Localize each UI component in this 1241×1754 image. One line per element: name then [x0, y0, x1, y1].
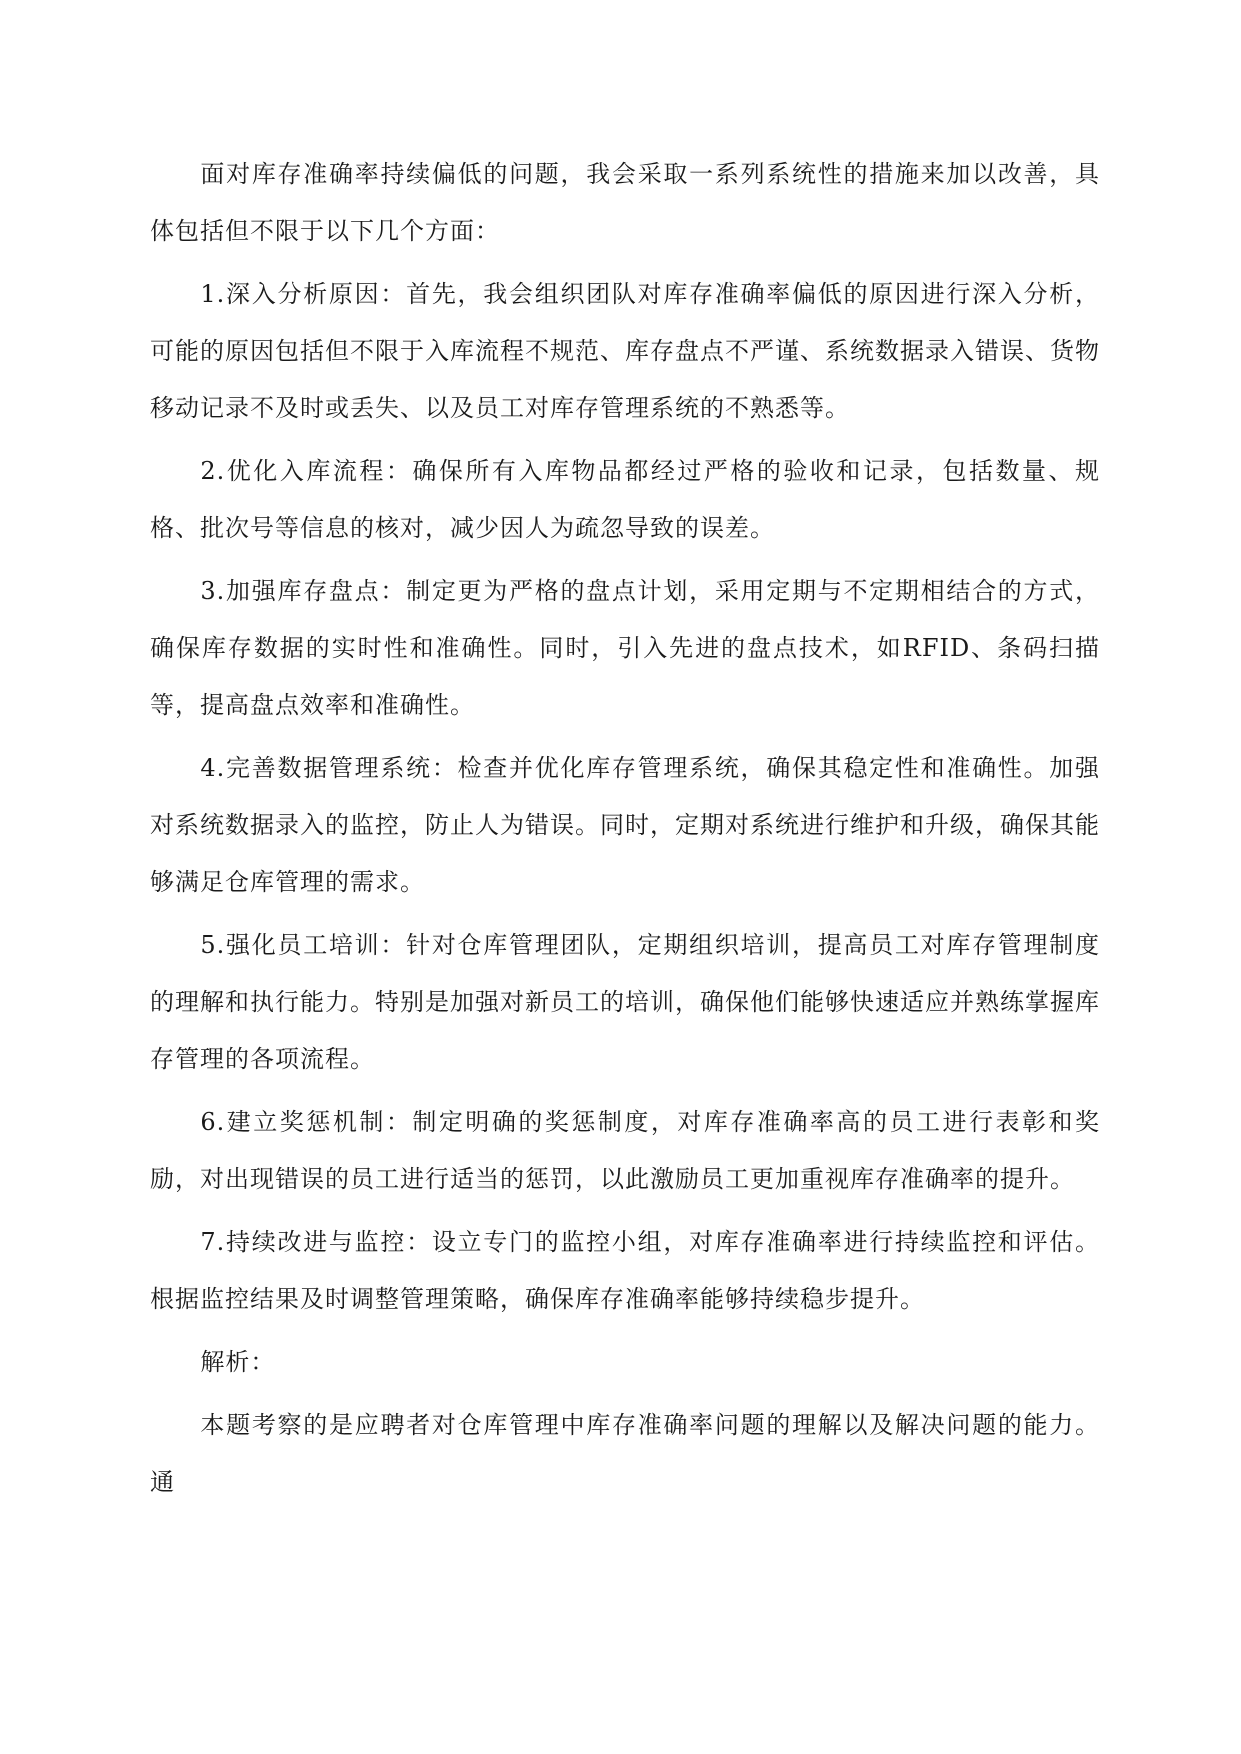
measure-5-paragraph: 5.强化员工培训：针对仓库管理团队，定期组织培训，提高员工对库存管理制度的理解和执行能力。特别是加强对新员工的培训，确保他们能够快速适应并熟练掌握库存管理的各项流程。 [150, 931, 1100, 1073]
intro-paragraph: 面对库存准确率持续偏低的问题，我会采取一系列系统性的措施来加以改善，具体包括但不限于以下几个方面： [150, 160, 1100, 245]
document-body [150, 146, 1100, 1517]
measure-2-paragraph: 2.优化入库流程：确保所有入库物品都经过严格的验收和记录，包括数量、规格、批次号等信息的核对，减少因人为疏忽导致的误差。 [150, 457, 1100, 542]
measure-7-paragraph: 7.持续改进与监控：设立专门的监控小组，对库存准确率进行持续监控和评估。根据监控结果及时调整管理策略，确保库存准确率能够持续稳步提升。 [150, 1228, 1100, 1313]
measure-1-paragraph: 1.深入分析原因：首先，我会组织团队对库存准确率偏低的原因进行深入分析，可能的原因包括但不限于入库流程不规范、库存盘点不严谨、系统数据录入错误、货物移动记录不及时或丢失、以及员工对库存管理系统的不熟悉等。 [150, 280, 1100, 422]
measure-3-paragraph: 3.加强库存盘点：制定更为严格的盘点计划，采用定期与不定期相结合的方式，确保库存数据的实时性和准确性。同时，引入先进的盘点技术，如RFID、条码扫描等，提高盘点效率和准确性。 [150, 577, 1100, 719]
analysis-paragraph: 本题考察的是应聘者对仓库管理中库存准确率问题的理解以及解决问题的能力。通 [150, 1411, 1100, 1496]
analysis-heading: 解析： [200, 1348, 276, 1376]
measure-6-paragraph: 6.建立奖惩机制：制定明确的奖惩制度，对库存准确率高的员工进行表彰和奖励，对出现错误的员工进行适当的惩罚，以此激励员工更加重视库存准确率的提升。 [150, 1108, 1100, 1193]
measure-4-paragraph: 4.完善数据管理系统：检查并优化库存管理系统，确保其稳定性和准确性。加强对系统数据录入的监控，防止人为错误。同时，定期对系统进行维护和升级，确保其能够满足仓库管理的需求。 [150, 754, 1100, 896]
